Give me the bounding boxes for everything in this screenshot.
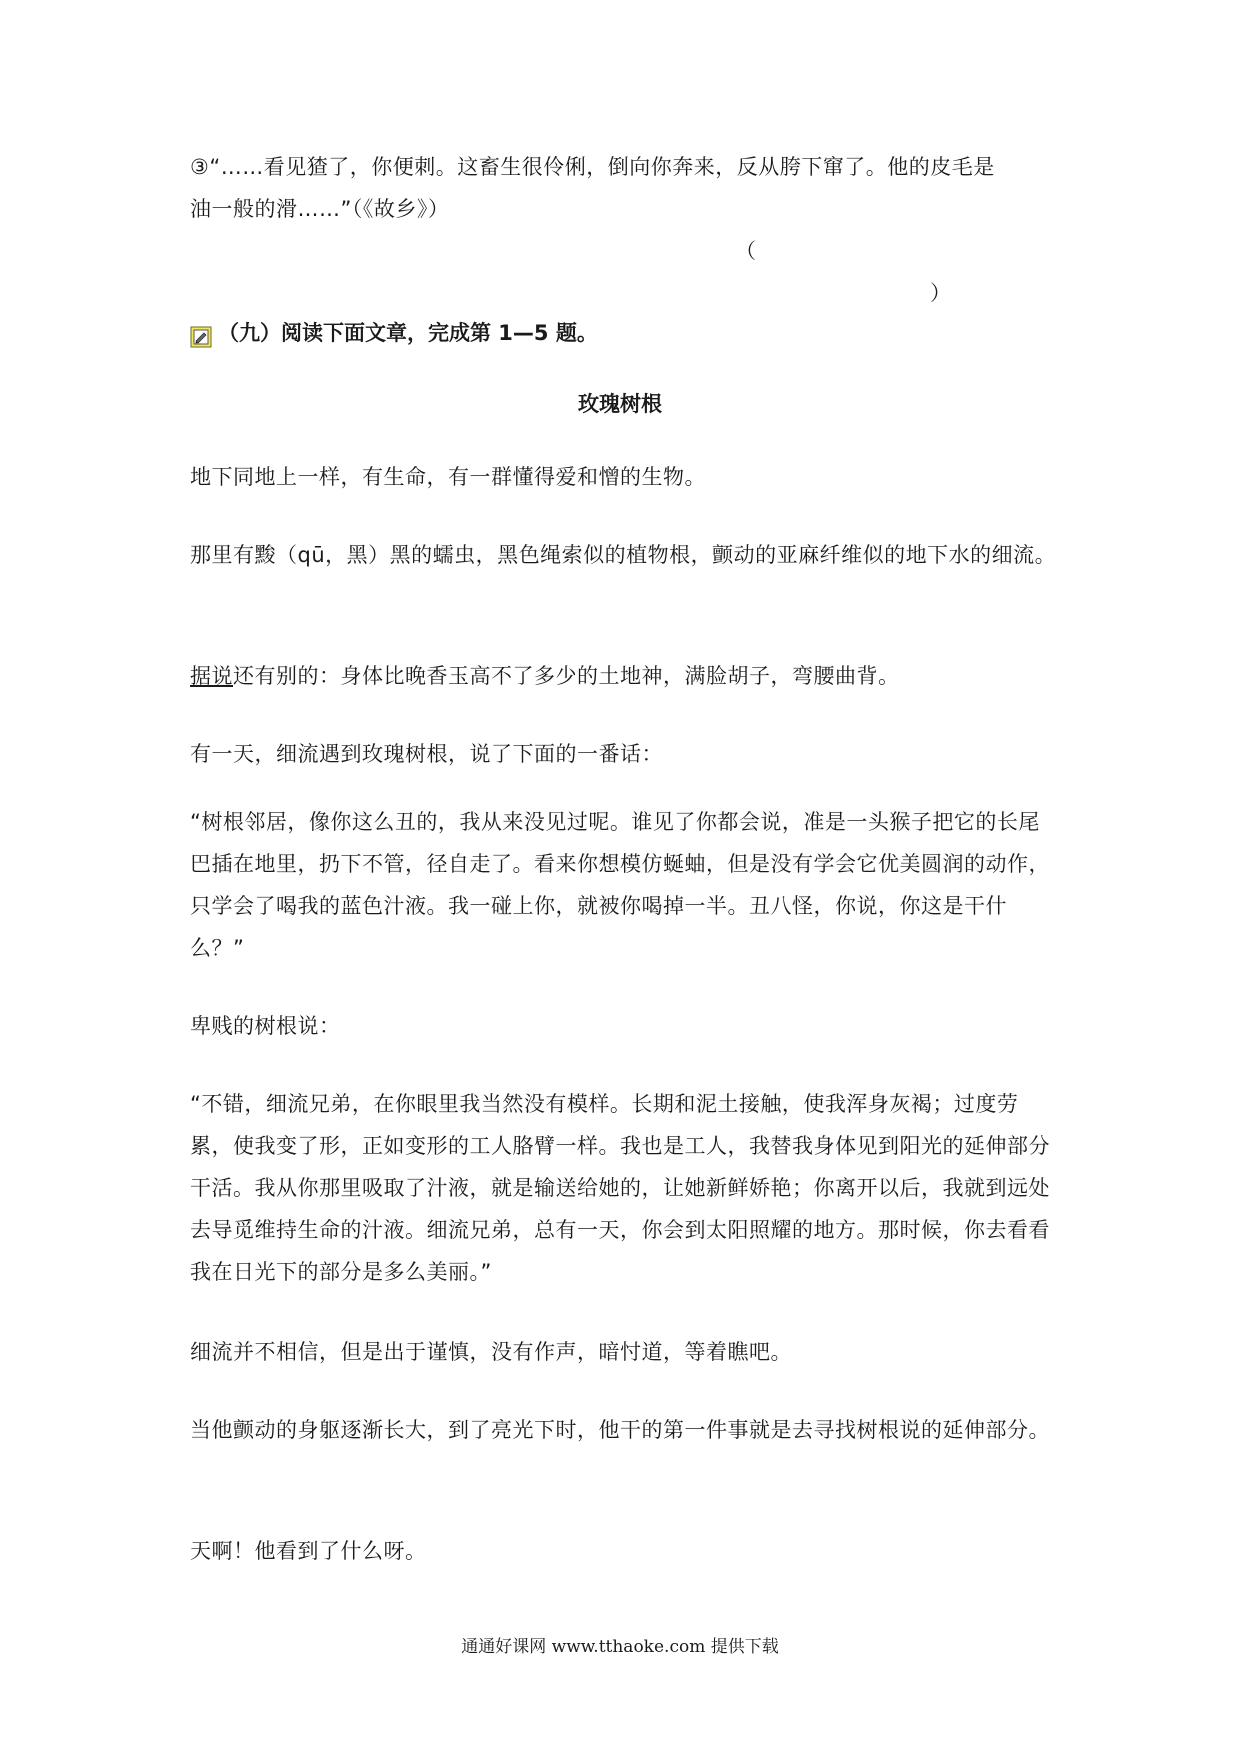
article-paragraph-1: 地下同地上一样，有生命，有一群懂得爱和憎的生物。 (190, 465, 706, 489)
article-paragraph-7: “不错，细流兄弟，在你眼里我当然没有模样。长期和泥土接触，使我浑身灰褐；过度劳累，使我变了形，正如变形的工人胳臂一样。我也是工人，我替我身体见到阳光的延伸部分干活。我从你那里吸取了汁液，就是输送给她的，让她新鲜娇艳；你离开以后，我就到远处去导觅维持生命的汁液。细流兄弟，总有一天，你会到太阳照耀的地方。那时候，你去看看我在日光下的部分是多么美丽。” (190, 1092, 1050, 1284)
article-paragraph-10: 天啊！他看到了什么呀。 (190, 1539, 427, 1563)
question3-source: 油一般的滑……”（《故乡》） (190, 197, 450, 221)
article-paragraph-2: 那里有黢（qū，黑）黑的蠕虫，黑色绳索似的植物根，颤动的亚麻纤维似的地下水的细流。 (190, 543, 1057, 567)
article-title: 玫瑰树根 (578, 392, 662, 416)
pencil-note-icon (190, 320, 212, 342)
question3-line2 (190, 188, 1060, 305)
section-heading-text: （九）阅读下面文章，完成第 1—5 题。 (218, 321, 598, 345)
article-paragraph-9: 当他颤动的身躯逐渐长大，到了亮光下时，他干的第一件事就是去寻找树根说的延伸部分。 (190, 1418, 1050, 1442)
article-paragraph-3-rest: 还有别的：身体比晚香玉高不了多少的土地神，满脸胡子，弯腰曲背。 (233, 664, 900, 688)
answer-blank (735, 188, 952, 356)
question3-line1: ③“……看见猹了，你便刺。这畜生很伶俐，倒向你奔来，反从胯下窜了。他的皮毛是 (190, 155, 995, 179)
article-paragraph-4: 有一天，细流遇到玫瑰树根，说了下面的一番话： (190, 742, 663, 766)
article-paragraph-8: 细流并不相信，但是出于谨慎，没有作声，暗忖道，等着瞧吧。 (190, 1340, 792, 1364)
section-heading (190, 312, 598, 354)
article-paragraph-3 (190, 655, 1060, 697)
answer-paren-open: （ (735, 239, 757, 263)
answer-paren-close: ） (930, 281, 952, 305)
underlined-word: 据说 (190, 664, 233, 688)
page-footer: 通通好课网 www.tthaoke.com 提供下载 (461, 1637, 779, 1657)
article-paragraph-5: “树根邻居，像你这么丑的，我从来没见过呢。谁见了你都会说，准是一头猴子把它的长尾巴插在地里，扔下不管，径自走了。看来你想模仿蜒蚰，但是没有学会它优美圆润的动作，只学会了喝我的蓝色汁液。我一碰上你，就被你喝掉一半。丑八怪，你说，你这是干什么？” (190, 810, 1050, 960)
article-paragraph-6: 卑贱的树根说： (190, 1014, 341, 1038)
